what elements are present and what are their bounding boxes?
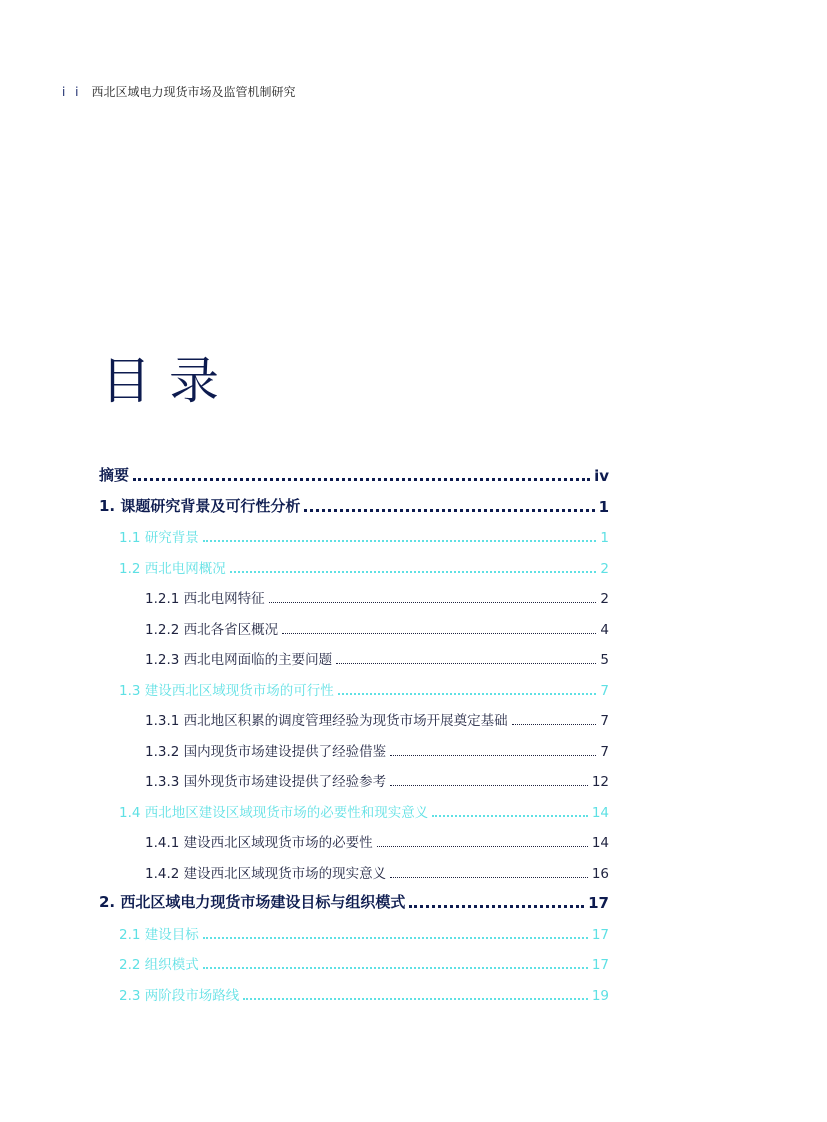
toc-entry[interactable] — [145, 831, 609, 851]
toc-leader-dots — [390, 784, 588, 786]
toc-entry-page: 5 — [600, 652, 609, 668]
toc-entry[interactable] — [119, 801, 609, 821]
toc-leader-dots — [133, 477, 590, 481]
toc-entry-page: 7 — [600, 713, 609, 729]
toc-entry-label: 1.4 西北地区建设区域现货市场的必要性和现实意义 — [119, 804, 429, 821]
toc-entry-page: 17 — [591, 926, 609, 943]
toc-entry[interactable] — [145, 770, 609, 790]
toc-entry[interactable] — [99, 892, 609, 912]
toc-entry[interactable] — [99, 465, 609, 485]
toc-entry-page: 7 — [600, 743, 609, 760]
toc-entry-page: 14 — [591, 835, 609, 851]
toc-entry[interactable] — [119, 526, 609, 546]
toc-entry-page: 16 — [591, 865, 609, 882]
toc-entry-label: 1.2.3 西北电网面临的主要问题 — [145, 652, 333, 668]
toc-entry-page: 7 — [600, 682, 609, 699]
toc-entry[interactable] — [119, 923, 609, 943]
toc-entry[interactable] — [145, 740, 609, 760]
toc-leader-dots — [203, 936, 588, 939]
toc-entry-label: 1.3.3 国外现货市场建设提供了经验参考 — [145, 774, 387, 790]
toc-entry-label: 2.2 组织模式 — [119, 957, 199, 973]
toc-entry-page: 1 — [600, 530, 609, 546]
toc-entry-page: 19 — [591, 987, 609, 1004]
toc-entry[interactable] — [145, 618, 609, 638]
toc-entry-label: 摘要 — [99, 466, 130, 484]
toc-entry[interactable] — [145, 709, 609, 729]
toc-entry-label: 1.3.1 西北地区积累的调度管理经验为现货市场开展奠定基础 — [145, 713, 508, 729]
toc-entry-page: iv — [594, 467, 609, 485]
toc-entry-page: 17 — [591, 957, 609, 973]
toc-entry[interactable] — [119, 984, 609, 1004]
toc-entry-page: 17 — [588, 894, 609, 912]
toc-entry-label: 2.3 两阶段市场路线 — [119, 987, 240, 1004]
toc-leader-dots — [336, 662, 596, 664]
toc-entry-label: 1.4.1 建设西北区域现货市场的必要性 — [145, 835, 373, 851]
toc-leader-dots — [243, 997, 588, 1000]
toc-leader-dots — [390, 754, 596, 756]
toc-entry-page: 4 — [600, 621, 609, 638]
toc-entry-label: 2.1 建设目标 — [119, 926, 199, 943]
toc-leader-dots — [304, 508, 594, 512]
toc-entry-label: 1.3.2 国内现货市场建设提供了经验借鉴 — [145, 743, 387, 760]
toc-entry[interactable] — [119, 557, 609, 577]
toc-leader-dots — [230, 570, 597, 573]
toc-leader-dots — [282, 632, 596, 634]
toc-entry[interactable] — [145, 587, 609, 607]
toc-leader-dots — [203, 539, 597, 542]
toc-entry-page: 12 — [591, 774, 609, 790]
toc-entry-page: 14 — [591, 804, 609, 821]
toc-leader-dots — [269, 601, 597, 603]
page-number: i i — [62, 84, 82, 99]
toc-entry-label: 2. 西北区域电力现货市场建设目标与组织模式 — [99, 893, 406, 911]
toc-entry-label: 1. 课题研究背景及可行性分析 — [99, 496, 301, 515]
toc-entry[interactable] — [145, 862, 609, 882]
running-header — [62, 83, 296, 100]
toc-entry-page: 2 — [600, 560, 609, 577]
toc-entry[interactable] — [99, 496, 609, 516]
toc-entry[interactable] — [145, 648, 609, 668]
toc-entry[interactable] — [119, 953, 609, 973]
toc-leader-dots — [409, 904, 584, 908]
toc-entry-label: 1.2.1 西北电网特征 — [145, 591, 265, 607]
toc-entry-label: 1.3 建设西北区域现货市场的可行性 — [119, 682, 334, 699]
toc-entry-page: 2 — [600, 591, 609, 607]
toc-leader-dots — [203, 966, 588, 969]
toc-title: 目录 — [101, 352, 237, 410]
toc-leader-dots — [338, 692, 597, 695]
toc-leader-dots — [390, 876, 588, 878]
toc-entry-label: 1.2 西北电网概况 — [119, 560, 226, 577]
toc-entry-page: 1 — [598, 497, 609, 516]
toc-leader-dots — [432, 814, 588, 817]
toc-entry-label: 1.2.2 西北各省区概况 — [145, 621, 279, 638]
document-title: 西北区域电力现货市场及监管机制研究 — [91, 85, 296, 99]
toc-leader-dots — [512, 723, 597, 725]
toc-entry-label: 1.4.2 建设西北区域现货市场的现实意义 — [145, 865, 387, 882]
toc-entry[interactable] — [119, 679, 609, 699]
toc-leader-dots — [377, 845, 588, 847]
toc-entry-label: 1.1 研究背景 — [119, 530, 199, 546]
